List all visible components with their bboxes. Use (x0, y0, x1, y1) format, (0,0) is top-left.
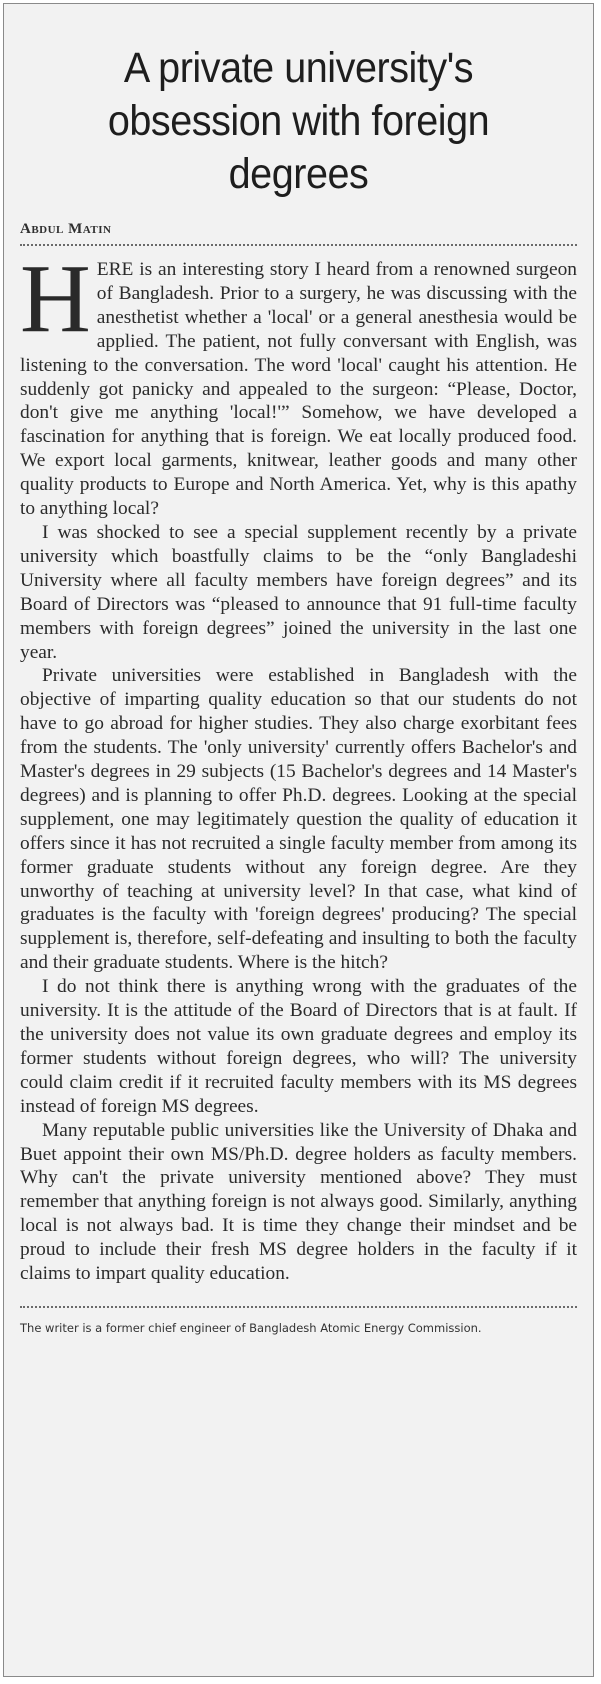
paragraph-5: Many reputable public universities like the University of Dhaka and Buet appoint their own MS/Ph.D. degree holders as faculty members. Why can't the private university mentioned above? They must remember that anything foreign is not always good. Similarly, anything local is not always bad. It is time they change their mindset and be proud to include their fresh MS degree holders in the faculty if it claims to impart quality education. (20, 1119, 577, 1285)
article-body (20, 245, 577, 1286)
author-note: The writer is a former chief engineer of Bangladesh Atomic Energy Commission. (20, 1320, 482, 1335)
article-content (20, 4, 577, 1676)
paragraph-2: I was shocked to see a special supplement recently by a private university which boastfully claims to be the “only Bangladeshi University where all faculty members have foreign degrees” and its Board of Directors was “pleased to announce that 91 full-time faculty members with foreign degrees” joined the university in the last one year. (20, 521, 577, 663)
dotted-divider-top (20, 244, 577, 246)
article-frame (3, 3, 594, 1677)
dotted-divider-bottom (20, 1306, 577, 1308)
paragraph-1 (20, 245, 577, 521)
paragraph-3: Private universities were established in Bangladesh with the objective of imparting quality education so that our students do not have to go abroad for higher studies. They also charge exorbitant fees from the students. The 'only university' currently offers Bachelor's and Master's degrees in 29 subjects (15 Bachelor's degrees and 14 Master's degrees) and is planning to offer Ph.D. degrees. Looking at the special supplement, one may legitimately question the quality of education it offers since it has not recruited a single faculty member from among its former graduate students without any foreign degree. Are they unworthy of teaching at university level? In that case, what kind of graduates is the faculty with 'foreign degrees' producing? The special supplement is, therefore, self-defeating and insulting to both the faculty and their graduate students. Where is the hitch? (20, 665, 577, 974)
byline: Abdul Matin (20, 221, 112, 237)
headline: A private university's obsession with foreign degrees (107, 44, 490, 198)
paragraph-1-text: ERE is an interesting story I heard from a renowned surgeon of Bangladesh. Prior to a surgery, he was discussing with the anesthetist whether a 'local' or a general anesthesia would be applied. The patient, not fully conversant with English, was listening to the conversation. The word 'local' caught his attention. He suddenly got panicky and appealed to the surgeon: “Please, Doctor, don't give me anything 'local!'” Somehow, we have developed a fascination for anything that is foreign. We eat locally produced food. We export local garments, knitwear, leather goods and many other quality products to Europe and North America. Yet, why is this apathy to anything local? (20, 259, 577, 520)
drop-cap: H (20, 245, 91, 353)
paragraph-4: I do not think there is anything wrong with the graduates of the university. It is the attitude of the Board of Directors that is at fault. If the university does not value its own graduate degrees and employ its former students without foreign degrees, who will? The university could claim credit if it recruited faculty members with its MS degrees instead of foreign MS degrees. (20, 976, 577, 1117)
